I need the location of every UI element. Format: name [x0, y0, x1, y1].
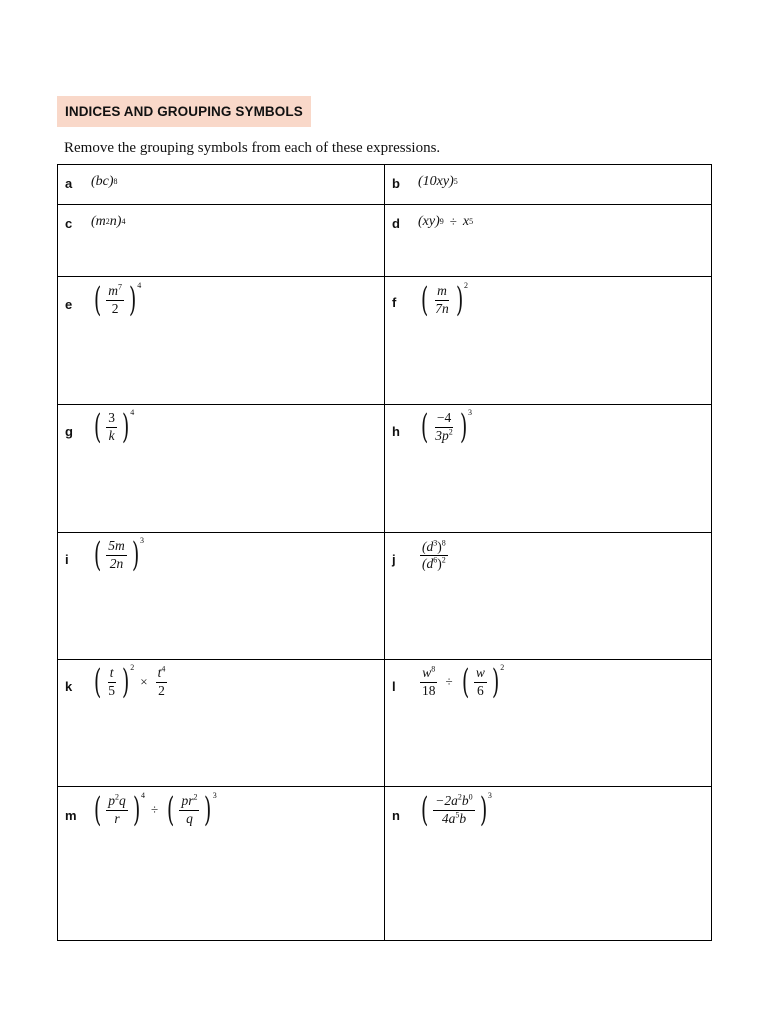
exercise-expression: (m 2 n) 4: [91, 214, 126, 229]
exercise-expression: ( $\frac{5m}{2n}$ ) 3: [93, 535, 145, 575]
grid-row-4: [58, 404, 711, 533]
exercise-label: m: [65, 808, 77, 823]
section-title-box: [57, 96, 311, 127]
exercise-expression: ( $\frac{-2a^2b^0}{4a^5b}$ ) 3: [420, 790, 492, 830]
exercise-c: [58, 205, 385, 277]
instruction-text: Remove the grouping symbols from each of these expressions.: [64, 140, 441, 156]
grid-row-6: [58, 659, 711, 787]
exercise-expression: ( $\frac{t}{5}$ ) 2 × $\frac{t^4}{2}$: [93, 662, 166, 702]
exercise-f: [385, 277, 711, 405]
exercise-n: [385, 787, 711, 941]
exercise-expression: (bc) 8: [91, 174, 118, 189]
exercise-i: [58, 533, 385, 660]
grid-row-3: [58, 276, 711, 405]
exercise-j: [385, 533, 711, 660]
exercise-g: [58, 405, 385, 533]
exercise-label: n: [392, 808, 400, 823]
exercise-h: [385, 405, 711, 533]
exercise-label: b: [392, 176, 400, 191]
exercise-expression: ( $\frac{3}{k}$ ) 4: [93, 407, 135, 447]
exercise-label: c: [65, 216, 73, 231]
exercise-expression: (10xy) 5: [418, 174, 458, 189]
exercise-expression: ( $\frac{m^7}{2}$ ) 4: [93, 280, 142, 320]
exercise-expression: (xy) 9 ÷ x 5: [418, 214, 474, 229]
exercise-label: e: [65, 297, 73, 312]
exercise-l: [385, 660, 711, 787]
exercise-label: f: [392, 295, 397, 310]
exercise-label: d: [392, 216, 400, 231]
exercise-grid: [57, 164, 712, 941]
exercise-label: l: [392, 679, 396, 694]
exercise-expression: ( $\frac{p^2q}{r}$ ) 4 ÷ ( $\frac{pr^2}{q}$ ) 3: [93, 790, 217, 830]
grid-row-1: [58, 165, 711, 204]
grid-row-5: [58, 532, 711, 660]
grid-row-2: [58, 204, 711, 277]
exercise-a: [58, 165, 385, 204]
exercise-label: a: [65, 176, 73, 191]
exercise-label: j: [392, 552, 396, 567]
exercise-expression: $\frac{(d^3)^8}{(d^6)^2}$: [422, 538, 446, 572]
exercise-expression: ( $\frac{m}{7n}$ ) 2: [420, 280, 469, 320]
exercise-k: [58, 660, 385, 787]
exercise-expression: $\frac{w^8}{18}$ ÷ ( $\frac{w}{6}$ ) 2: [422, 662, 505, 702]
exercise-label: k: [65, 679, 73, 694]
exercise-b: [385, 165, 711, 204]
exercise-m: [58, 787, 385, 941]
exercise-label: g: [65, 424, 73, 439]
exercise-label: i: [65, 552, 69, 567]
section-title: INDICES AND GROUPING SYMBOLS: [65, 104, 303, 119]
exercise-e: [58, 277, 385, 405]
exercise-expression: ( $\frac{-4}{3p^2}$ ) 3: [420, 407, 473, 447]
grid-row-7: [58, 786, 711, 941]
exercise-d: [385, 205, 711, 277]
exercise-label: h: [392, 424, 400, 439]
